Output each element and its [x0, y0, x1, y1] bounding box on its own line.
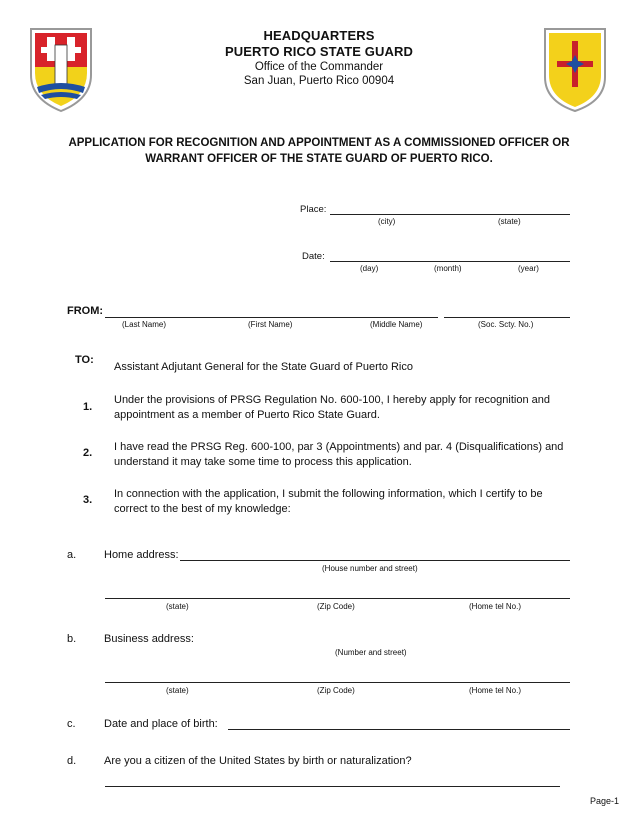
from-name-field[interactable]	[105, 317, 438, 318]
form-title-line-2: WARRANT OFFICER OF THE STATE GUARD OF PUERTO RICO.	[145, 153, 493, 165]
item-1-line-1: Under the provisions of PRSG Regulation No. 600-100, I hereby apply for recognition and	[114, 394, 550, 406]
header-line-4: San Juan, Puerto Rico 00904	[243, 75, 395, 87]
place-state-caption: (state)	[498, 217, 521, 226]
item-3-line-1: In connection with the application, I submit the following information, which I certify to be	[114, 488, 543, 500]
date-day-caption: (day)	[360, 264, 379, 273]
birth-date-place-label: Date and place of birth:	[104, 718, 218, 730]
left-crest-emblem	[27, 27, 95, 113]
business-address-street-caption: (Number and street)	[335, 648, 407, 657]
citizenship-answer-field[interactable]	[105, 786, 560, 787]
business-zip-caption: (Zip Code)	[317, 686, 355, 695]
field-d-letter: d.	[67, 755, 77, 767]
from-label: FROM:	[67, 305, 104, 317]
business-state-caption: (state)	[166, 686, 189, 695]
item-2-number: 2.	[83, 447, 93, 459]
home-address-label: Home address:	[104, 549, 179, 561]
from-last-caption: (Last Name)	[122, 320, 167, 329]
item-3-number: 3.	[83, 494, 93, 506]
home-address-street-field[interactable]	[180, 560, 570, 561]
header-line-3: Office of the Commander	[254, 61, 384, 73]
home-address-line-2-field[interactable]	[105, 598, 570, 599]
from-middle-caption: (Middle Name)	[370, 320, 423, 329]
business-tel-caption: (Home tel No.)	[469, 686, 522, 695]
home-tel-caption: (Home tel No.)	[469, 602, 522, 611]
from-ssn-caption: (Soc. Scty. No.)	[478, 320, 534, 329]
date-month-caption: (month)	[434, 264, 462, 273]
page-number: Page-1	[590, 796, 620, 806]
item-3-line-2: correct to the best of my knowledge:	[114, 503, 291, 515]
home-state-caption: (state)	[166, 602, 189, 611]
to-text: Assistant Adjutant General for the State Guard of Puerto Rico	[114, 361, 413, 373]
header-line-1: HEADQUARTERS	[263, 28, 375, 43]
date-year-caption: (year)	[518, 264, 539, 273]
home-address-street-caption: (House number and street)	[322, 564, 418, 573]
item-2-line-2: understand it may take some time to process this application.	[114, 456, 412, 468]
field-b-letter: b.	[67, 633, 77, 645]
date-label: Date:	[302, 251, 325, 262]
place-field[interactable]	[330, 214, 570, 215]
business-address-label: Business address:	[104, 633, 194, 645]
place-label: Place:	[300, 204, 327, 215]
place-city-caption: (city)	[378, 217, 396, 226]
form-title-line-1: APPLICATION FOR RECOGNITION AND APPOINTMENT AS A COMMISSIONED OFFICER OR	[68, 137, 570, 149]
header-line-2: PUERTO RICO STATE GUARD	[225, 44, 413, 59]
business-address-line-2-field[interactable]	[105, 682, 570, 683]
from-first-caption: (First Name)	[248, 320, 293, 329]
citizenship-question: Are you a citizen of the United States by birth or naturalization?	[104, 755, 412, 767]
date-field[interactable]	[330, 261, 570, 262]
from-ssn-field[interactable]	[444, 317, 570, 318]
right-crest-emblem	[543, 27, 607, 113]
birth-date-place-field[interactable]	[228, 729, 570, 730]
item-1-line-2: appointment as a member of Puerto Rico State Guard.	[114, 409, 380, 421]
item-1-number: 1.	[83, 401, 93, 413]
field-c-letter: c.	[67, 718, 76, 730]
home-zip-caption: (Zip Code)	[317, 602, 355, 611]
to-label: TO:	[75, 354, 94, 366]
field-a-letter: a.	[67, 549, 77, 561]
item-2-line-1: I have read the PRSG Reg. 600-100, par 3 (Appointments) and par. 4 (Disqualifications) and	[114, 441, 564, 453]
